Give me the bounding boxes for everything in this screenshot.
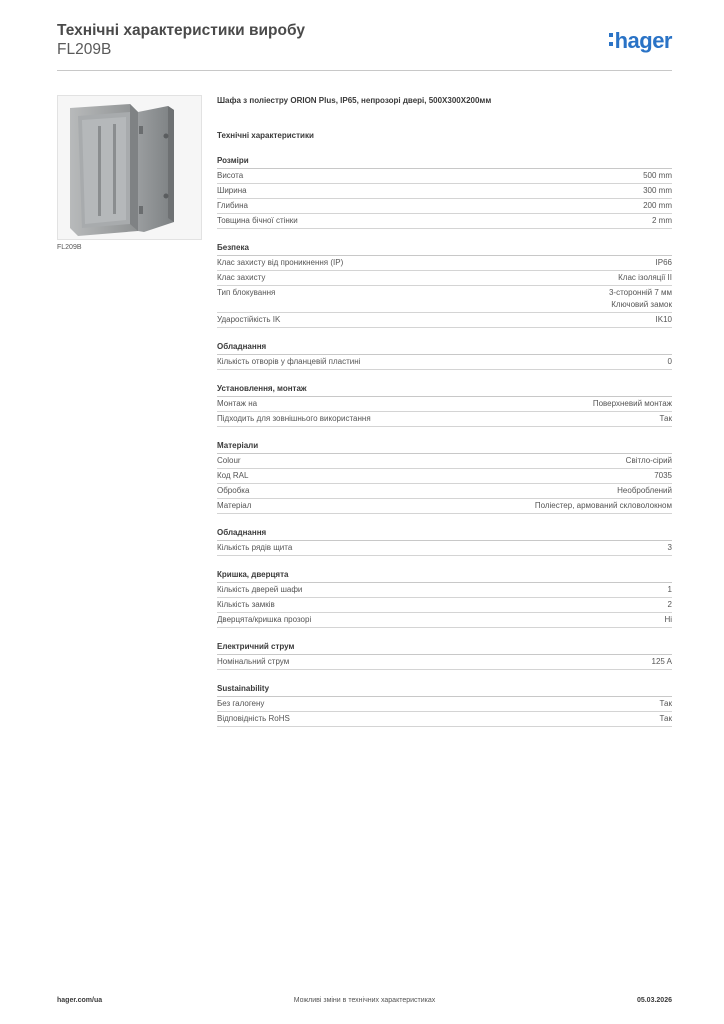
spec-value-line: Так bbox=[659, 414, 672, 423]
spec-value-line: Так bbox=[659, 699, 672, 708]
image-caption: FL209B bbox=[57, 244, 82, 251]
spec-section bbox=[217, 155, 672, 229]
spec-label: Обробка bbox=[217, 486, 250, 495]
page-header bbox=[57, 20, 672, 71]
spec-value bbox=[660, 713, 672, 725]
spec-value-line: 3 bbox=[667, 543, 672, 552]
spec-row bbox=[217, 199, 672, 214]
section-title: Електричний струм bbox=[217, 641, 672, 655]
footer-website: hager.com/ua bbox=[57, 997, 103, 1004]
spec-row bbox=[217, 655, 672, 670]
footer-notice: Можливі зміни в технічних характеристиках bbox=[293, 997, 436, 1004]
spec-content bbox=[217, 95, 672, 727]
logo-dots-icon bbox=[609, 33, 614, 51]
spec-value bbox=[652, 656, 672, 668]
spec-value bbox=[626, 455, 672, 467]
spec-row bbox=[217, 169, 672, 184]
spec-value bbox=[593, 398, 672, 410]
section-title: Безпека bbox=[217, 242, 672, 256]
spec-label: Підходить для зовнішнього використання bbox=[217, 414, 371, 423]
spec-value-line: 300 mm bbox=[643, 186, 672, 195]
spec-value-line: Ключовий замок bbox=[611, 300, 672, 309]
spec-label: Монтаж на bbox=[217, 399, 258, 408]
spec-row bbox=[217, 583, 672, 598]
product-code: FL209B bbox=[57, 41, 112, 58]
spec-label: Ширина bbox=[217, 186, 247, 195]
spec-row bbox=[217, 598, 672, 613]
spec-row bbox=[217, 286, 672, 313]
spec-row bbox=[217, 397, 672, 412]
spec-value-line: 200 mm bbox=[643, 201, 672, 210]
spec-value bbox=[654, 470, 672, 482]
spec-value bbox=[535, 500, 672, 512]
spec-label: Дверцята/кришка прозорі bbox=[217, 615, 312, 624]
spec-row bbox=[217, 712, 672, 727]
spec-section bbox=[217, 440, 672, 514]
spec-value bbox=[617, 485, 672, 497]
spec-value bbox=[668, 356, 672, 368]
spec-row bbox=[217, 484, 672, 499]
spec-value-line: Поверхневий монтаж bbox=[592, 399, 672, 408]
spec-label: Відповідність RoHS bbox=[217, 714, 290, 723]
spec-section bbox=[217, 383, 672, 427]
spec-label: Кількість рядів щита bbox=[217, 543, 293, 552]
cabinet-icon bbox=[58, 96, 201, 239]
section-title: Обладнання bbox=[217, 527, 672, 541]
spec-sections bbox=[217, 155, 672, 727]
spec-value bbox=[652, 215, 672, 227]
spec-label: Colour bbox=[217, 456, 241, 465]
section-title: Кришка, дверцята bbox=[217, 569, 672, 583]
spec-value-line: Клас ізоляції II bbox=[618, 273, 672, 282]
spec-label: Клас захисту bbox=[217, 273, 266, 282]
enclosure-cabinet-image bbox=[57, 95, 202, 240]
spec-value bbox=[668, 584, 672, 596]
section-title: Обладнання bbox=[217, 341, 672, 355]
spec-value bbox=[668, 599, 672, 611]
spec-label: Висота bbox=[217, 171, 244, 180]
spec-label: Товщина бічної стінки bbox=[217, 216, 298, 225]
section-title: Установлення, монтаж bbox=[217, 383, 672, 397]
spec-value-line: 2 bbox=[667, 600, 672, 609]
spec-row bbox=[217, 499, 672, 514]
spec-section bbox=[217, 569, 672, 628]
spec-value bbox=[643, 185, 672, 197]
spec-section bbox=[217, 641, 672, 670]
spec-value bbox=[668, 542, 672, 554]
spec-label: Кількість отворів у фланцевій пластині bbox=[217, 357, 361, 366]
spec-value bbox=[656, 314, 672, 326]
spec-row bbox=[217, 454, 672, 469]
spec-row bbox=[217, 613, 672, 628]
spec-value-line: 2 mm bbox=[652, 216, 672, 225]
spec-label: Клас захисту від проникнення (IP) bbox=[217, 258, 344, 267]
spec-section bbox=[217, 683, 672, 727]
spec-value-line: 500 mm bbox=[643, 171, 672, 180]
spec-value-line: Світло-сірий bbox=[625, 456, 672, 465]
spec-section bbox=[217, 242, 672, 328]
spec-value-line: IP66 bbox=[655, 258, 672, 267]
spec-label: Глибина bbox=[217, 201, 248, 210]
section-title: Sustainability bbox=[217, 683, 672, 697]
spec-label: Код RAL bbox=[217, 471, 249, 480]
spec-value-line: 125 A bbox=[651, 657, 672, 666]
spec-value-line: 7035 bbox=[654, 471, 672, 480]
document-title: Технічні характеристики виробу bbox=[57, 22, 305, 39]
spec-row bbox=[217, 541, 672, 556]
spec-label: Ударостійкість IK bbox=[217, 315, 281, 324]
logo-text: hager bbox=[614, 28, 672, 53]
spec-row bbox=[217, 214, 672, 229]
spec-value bbox=[660, 698, 672, 710]
spec-value-line: 1 bbox=[667, 585, 672, 594]
spec-value bbox=[609, 287, 672, 311]
spec-row bbox=[217, 313, 672, 328]
spec-value bbox=[643, 170, 672, 182]
spec-value-line: Поліестер, армований скловолокном bbox=[534, 501, 672, 510]
spec-row bbox=[217, 184, 672, 199]
spec-section bbox=[217, 527, 672, 556]
spec-value-line: 0 bbox=[667, 357, 672, 366]
spec-value-line: Так bbox=[659, 714, 672, 723]
spec-label: Матеріал bbox=[217, 501, 252, 510]
spec-label: Номінальний струм bbox=[217, 657, 290, 666]
spec-value bbox=[643, 200, 672, 212]
spec-value bbox=[618, 272, 672, 284]
spec-value-line: 3-сторонній 7 мм bbox=[608, 288, 672, 297]
product-description: Шафа з поліестру ORION Plus, IP65, непрозорі двері, 500X300X200мм bbox=[217, 96, 492, 105]
spec-row bbox=[217, 355, 672, 370]
spec-row bbox=[217, 256, 672, 271]
section-title: Розміри bbox=[217, 155, 672, 169]
spec-value-line: IK10 bbox=[655, 315, 672, 324]
spec-label: Без галогену bbox=[217, 699, 265, 708]
spec-row bbox=[217, 697, 672, 712]
footer-date: 05.03.2026 bbox=[636, 997, 672, 1004]
spec-value-line: Необроблений bbox=[617, 486, 672, 495]
spec-label: Тип блокування bbox=[217, 288, 276, 297]
spec-label: Кількість замків bbox=[217, 600, 275, 609]
section-title: Матеріали bbox=[217, 440, 672, 454]
spec-value bbox=[660, 413, 672, 425]
spec-row bbox=[217, 271, 672, 286]
spec-value bbox=[656, 257, 672, 269]
spec-value bbox=[664, 614, 672, 626]
hager-logo bbox=[609, 28, 672, 54]
spec-row bbox=[217, 469, 672, 484]
spec-label: Кількість дверей шафи bbox=[217, 585, 303, 594]
spec-section bbox=[217, 341, 672, 370]
spec-value-line: Ні bbox=[664, 615, 672, 624]
spec-row bbox=[217, 412, 672, 427]
specs-heading: Технічні характеристики bbox=[217, 131, 314, 140]
